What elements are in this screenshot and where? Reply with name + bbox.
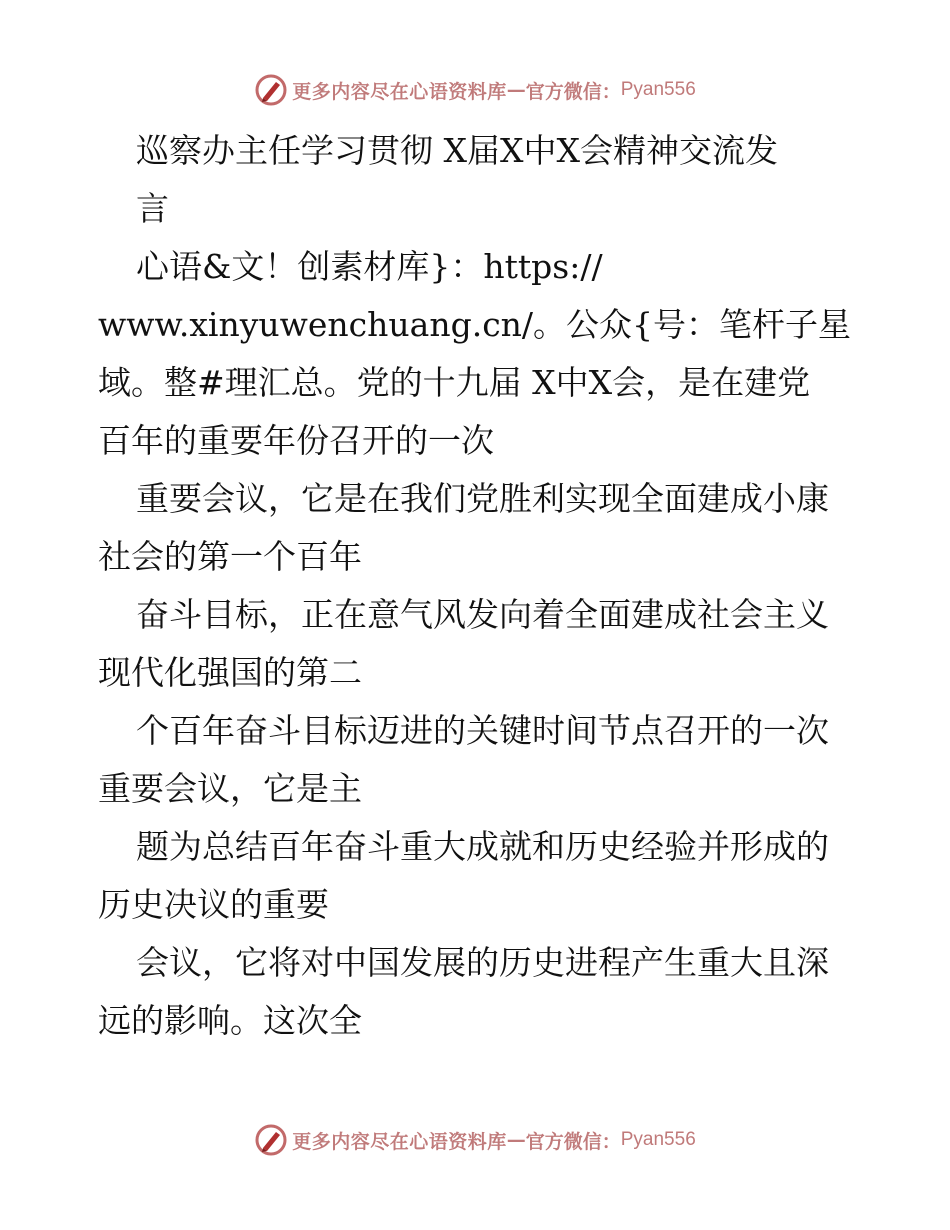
body-line: 远的影响。这次全 [98,1001,362,1040]
document-body [98,122,868,1050]
body-line: 奋斗目标，正在意气风发向着全面建成社会主义 [136,595,829,634]
banner-wechat-label: 官方微信： [525,1130,621,1153]
pen-logo-icon [254,1123,288,1157]
banner-brand-text: 更多内容尽在心语资料库 [292,1130,507,1153]
body-line: 域。整#理汇总。党的十九届 X中X会，是在建党 [98,363,811,402]
banner-brand-text: 更多内容尽在心语资料库 [292,80,507,103]
body-line: 个百年奋斗目标迈进的关键时间节点召开的一次 [136,711,829,750]
banner-wechat-id: Pyan556 [620,1129,696,1150]
document-title-line: 巡察办主任学习贯彻 X届X中X会精神交流发 [136,131,778,170]
body-line: 历史决议的重要 [98,885,329,924]
body-line: 会议，它将对中国发展的历史进程产生重大且深 [136,943,829,982]
body-line: 题为总结百年奋斗重大成就和历史经验并形成的 [136,827,829,866]
body-line: 百年的重要年份召开的一次 [98,421,494,460]
header-watermark-banner [0,70,950,110]
banner-wechat-label: 官方微信： [525,80,621,103]
pen-logo-icon [254,73,288,107]
footer-watermark-banner [0,1120,950,1160]
body-line: www.xinyuwenchuang.cn/。公众{号：笔杆子星 [98,305,852,344]
banner-separator: — [506,79,526,101]
body-line: 社会的第一个百年 [98,537,362,576]
banner-separator: — [506,1129,526,1151]
banner-wechat-id: Pyan556 [620,79,696,100]
body-line: 重要会议，它是主 [98,769,362,808]
document-title-line: 言 [136,189,169,228]
body-line: 重要会议，它是在我们党胜利实现全面建成小康 [136,479,829,518]
body-line: 心语&文！创素材库}：https:// [136,247,603,286]
body-line: 现代化强国的第二 [98,653,362,692]
